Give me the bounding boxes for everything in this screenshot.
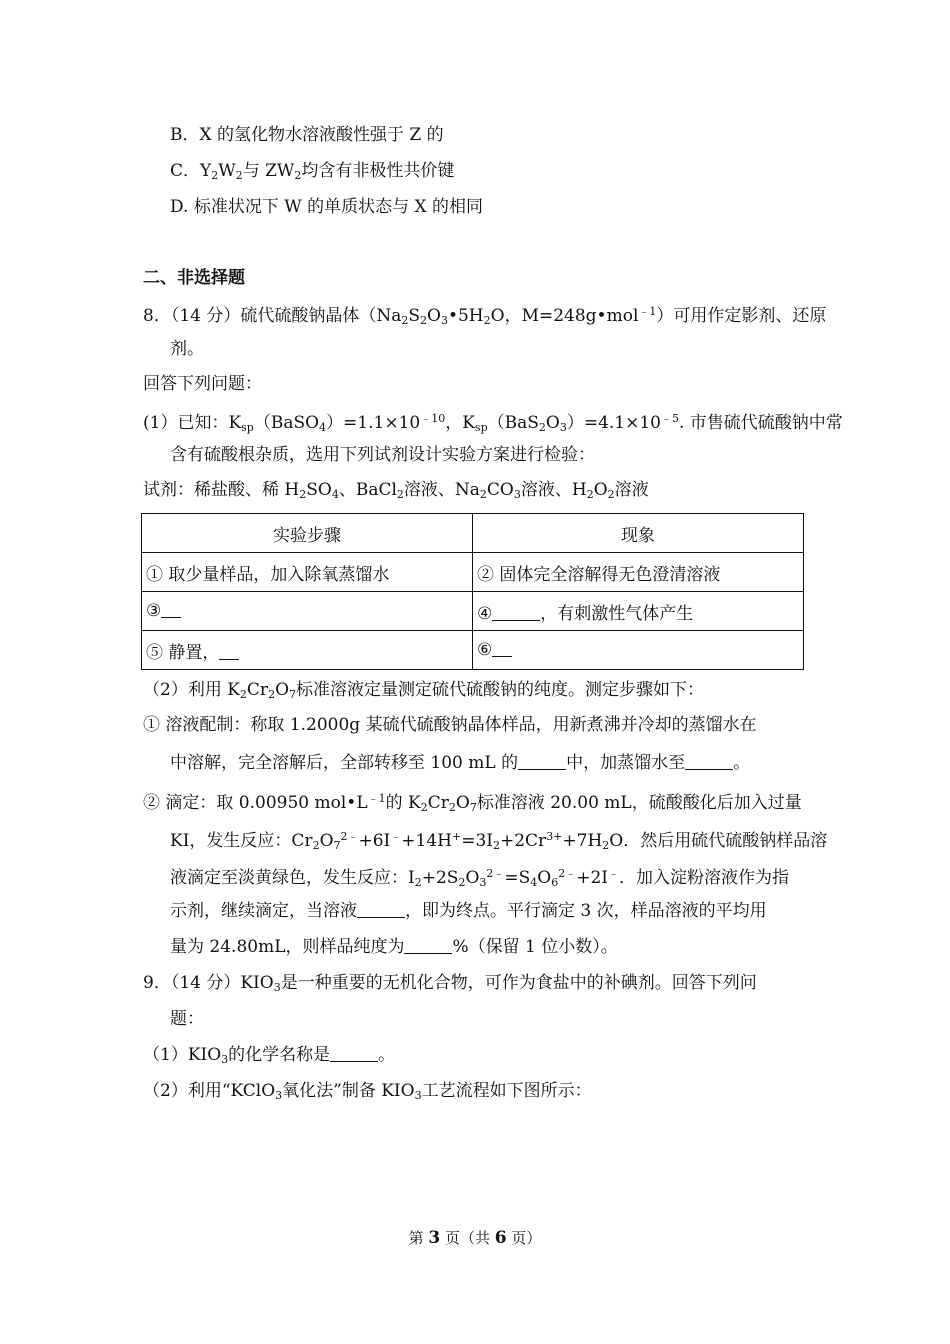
answer-blank[interactable]: [219, 643, 239, 660]
option-d: D. 标准状况下 W 的单质状态与 X 的相同: [170, 197, 484, 217]
cell-phen-1: ② 固体完全溶解得无色澄清溶液: [473, 553, 804, 592]
q8-step2: ② 滴定：取 0.00950 $mol•L^{﹣1}$的 $K_2Cr_2O_7$标准溶液 20.00 mL，硫酸酸化后加入过量: [143, 792, 802, 814]
q8-part1: (1）已知：$K_{sp}(BaSO_4)=1.1\times 10^{﹣10}$，$K_{sp}(BaS_2O_3)=4.1\times 10^{﹣5}$. 市售硫代硫酸钠中常: [143, 412, 843, 434]
table-row: [142, 631, 804, 670]
table-header-row: [142, 514, 804, 553]
page-footer: 第 3 页（共 6 页）: [408, 1228, 542, 1248]
q8-step2-line5: 量为 24.80mL，则样品纯度为 %（保留 1 位小数）。: [170, 937, 618, 957]
q8-part1-cont: 含有硫酸根杂质，选用下列试剂设计实验方案进行检验：: [170, 445, 595, 465]
answer-blank[interactable]: [161, 601, 181, 618]
q8-part2: （2）利用 $K_2Cr_2O_7$标准溶液定量测定硫代硫酸钠的纯度。测定步骤如下：: [143, 680, 704, 701]
q8-step1: ① 溶液配制：称取 1.2000g 某硫代硫酸钠晶体样品，用新煮沸并冷却的蒸馏水在: [143, 715, 757, 735]
q8-prompt: 回答下列问题：: [143, 374, 262, 394]
option-b: B．X 的氢化物水溶液酸性强于 Z 的: [170, 125, 444, 145]
answer-blank[interactable]: [492, 640, 512, 657]
page-total: 6: [494, 1228, 507, 1248]
table-row: [142, 592, 804, 631]
q8-intro: 8．（14 分）硫代硫酸钠晶体（$Na_2S_2O_3•5H_2O$，M=248g•mol$^{﹣1}$）可用作定影剂、还原: [143, 305, 827, 327]
cell-step-3: ⑤ 静置，: [142, 631, 473, 670]
header-phenomenon: 现象: [473, 514, 804, 553]
q9-intro: 9．（14 分）$KIO_3$是一种重要的无机化合物，可作为食盐中的补碘剂。回答下列问: [143, 973, 757, 994]
q8-intro-cont: 剂。: [170, 339, 204, 359]
answer-blank[interactable]: [492, 604, 540, 621]
q9-part2: （2）利用“KClO$_3$氧化法”制备 $KIO_3$工艺流程如下图所示：: [143, 1081, 592, 1102]
answer-blank[interactable]: [685, 753, 733, 770]
table-row: [142, 553, 804, 592]
section-heading: 二、非选择题: [143, 268, 245, 288]
q8-step2-line4: 示剂，继续滴定，当溶液 ，即为终点。平行滴定 3 次，样品溶液的平均用: [170, 901, 767, 921]
experiment-table: [141, 513, 804, 670]
q8-step1-cont: 中溶解，完全溶解后，全部转移至 100 mL 的 中，加蒸馏水至 。: [170, 753, 751, 773]
answer-blank[interactable]: [357, 901, 405, 918]
answer-blank[interactable]: [404, 937, 452, 954]
cell-phen-2: ④ ，有刺激性气体产生: [473, 592, 804, 631]
page-number: 3: [428, 1228, 441, 1248]
q9-intro-cont: 题：: [170, 1009, 204, 1029]
option-c: C．$Y_2W_2$与 $ZW_2$均含有非极性共价键: [170, 161, 455, 182]
answer-blank[interactable]: [330, 1045, 378, 1062]
q8-step2-line2: KI，发生反应：$Cr_2O_7^{2﹣}+6I^﹣+14H^+=3I_2+2Cr^{3+}+7H_2O$．然后用硫代硫酸钠样品溶: [170, 830, 828, 852]
q8-reagents: 试剂：稀盐酸、稀 $H_2SO_4$、BaCl$_2$溶液、$Na_2CO_3$溶液、$H_2O_2$溶液: [143, 480, 649, 501]
cell-step-2: ③: [142, 592, 473, 631]
q9-part1: $(1)KIO_3$的化学名称是 。: [143, 1045, 396, 1066]
q8-step2-line3: 液滴定至淡黄绿色，发生反应：$I_2+2S_2O_3^{2﹣}=S_4O_6^{2﹣}+2I^﹣$．加入淀粉溶液作为指: [170, 867, 789, 889]
cell-phen-3: ⑥: [473, 631, 804, 670]
header-step: 实验步骤: [142, 514, 473, 553]
answer-blank[interactable]: [518, 753, 566, 770]
cell-step-1: ① 取少量样品，加入除氧蒸馏水: [142, 553, 473, 592]
